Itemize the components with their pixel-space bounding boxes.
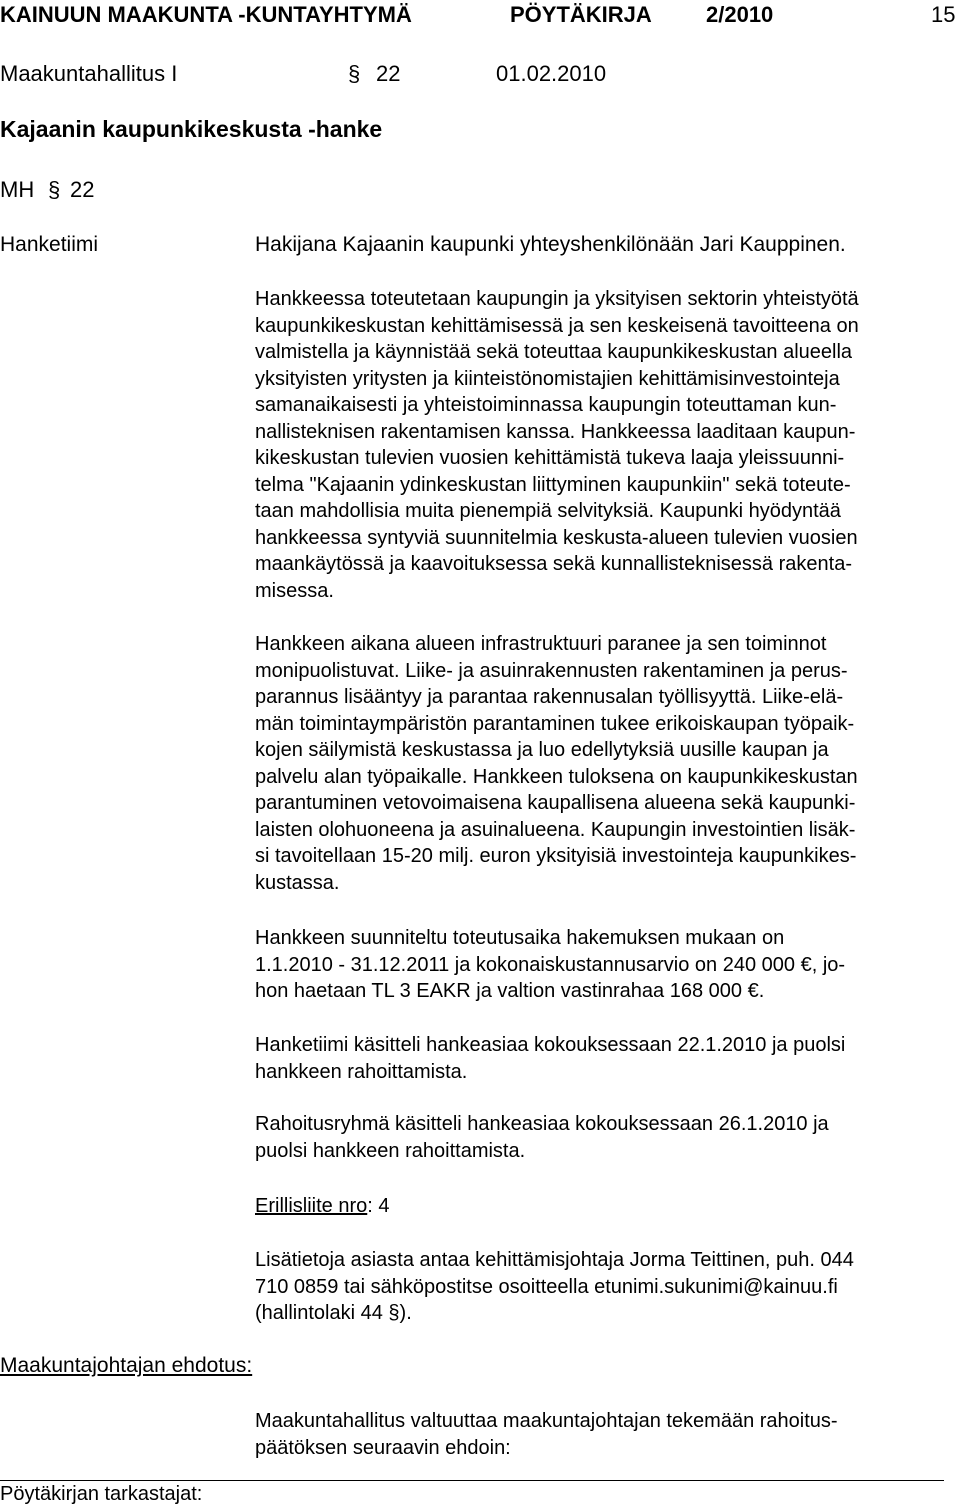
body-name: Maakuntahallitus I xyxy=(0,61,178,86)
text-line: Hakijana Kajaanin kaupunki yhteyshenkilönään Jari Kauppinen. xyxy=(255,233,846,256)
text-line: puolsi hankkeen rahoittamista. xyxy=(255,1139,526,1162)
euro-sign-icon: € xyxy=(747,980,759,1002)
reference-label: MH xyxy=(0,177,35,202)
text-line: kustassa. xyxy=(255,871,340,894)
reference-number: 22 xyxy=(70,177,95,202)
text-line: kojen säilymistä keskustassa ja luo edellytyksiä uusille kaupan ja xyxy=(255,739,829,761)
section-sign-icon: § xyxy=(388,1302,400,1324)
text-line: yksityisten yritysten ja kiinteistönomistajien kehittämisinvestointeja xyxy=(255,367,840,390)
text-line: hankkeen rahoittamista. xyxy=(255,1060,468,1083)
text-line: Hanketiimi käsitteli hankeasiaa kokouksessaan 22.1.2010 ja puolsi xyxy=(255,1034,846,1056)
organization-name: KAINUUN MAAKUNTA -KUNTAYHTYMÄ xyxy=(0,2,412,27)
paragraph-project-effects xyxy=(255,631,960,896)
text-line: päätöksen seuraavin ehdoin: xyxy=(255,1436,511,1459)
text-line: valmistella ja käynnistää sekä toteuttaa kaupunkikeskustan alueella xyxy=(255,341,853,363)
page-number: 15 xyxy=(931,2,956,27)
text-line: Hankkeen aikana alueen infrastruktuuri paranee ja sen toiminnot xyxy=(255,633,827,655)
text-line: Rahoitusryhmä käsitteli hankeasiaa kokouksessaan 26.1.2010 ja xyxy=(255,1113,829,1135)
proposal-text xyxy=(255,1408,960,1461)
attachment-label: Erillisliite nro xyxy=(255,1195,368,1217)
text-line: maankäytössä ja kaavoituksessa sekä kunnallisteknisessä rakenta- xyxy=(255,553,852,575)
footer-label: Pöytäkirjan tarkastajat: xyxy=(0,1483,203,1505)
text-line: hon haetaan TL 3 EAKR ja valtion vastinrahaa 168 000 €. xyxy=(255,980,765,1002)
hanketiimi-text xyxy=(255,232,960,259)
text-line: laisten olohuoneena ja asuinalueena. Kaupungin investointien lisäk- xyxy=(255,818,856,841)
attachment-number: 4 xyxy=(378,1195,390,1217)
text-line: taan mahdollisia muita pienempiä selvityksiä. Kaupunki hyödyntää xyxy=(255,500,841,522)
text-line: Hankkeen suunniteltu toteutusaika hakemuksen mukaan on xyxy=(255,927,785,949)
paragraph-hanketiimi-decision xyxy=(255,1032,960,1085)
euro-sign-icon: € xyxy=(800,953,812,976)
text-line: hankkeessa syntyviä suunnitelmia keskusta-alueen tulevien vuosien xyxy=(255,526,858,549)
text-line: Lisätietoja asiasta antaa kehittämisjohtaja Jorma Teittinen, puh. 044 xyxy=(255,1249,854,1271)
text-line: 710 0859 tai sähköpostitse osoitteella etunimi.sukunimi@kainuu.fi xyxy=(255,1275,838,1298)
section-sign-icon: § xyxy=(48,177,61,202)
text-line: samanaikaisesti ja yhteistoiminnassa kaupungin toteuttaman kun- xyxy=(255,394,837,416)
text-line: parantuminen vetovoimaisena kaupallisena alueena sekä kaupunki- xyxy=(255,792,856,814)
paragraph-project-description xyxy=(255,286,960,604)
paragraph-contact xyxy=(255,1247,960,1327)
text-line: (hallintolaki 44 §). xyxy=(255,1302,412,1324)
page-title: Kajaanin kaupunkikeskusta -hanke xyxy=(0,116,383,142)
text-line: misessa. xyxy=(255,579,334,602)
text-line: monipuolistuvat. Liike- ja asuinrakennusten rakentaminen ja perus- xyxy=(255,659,848,682)
text-line: Maakuntahallitus valtuuttaa maakuntajohtajan tekemään rahoitus- xyxy=(255,1410,838,1432)
text-line: nallisteknisen rakentamisen kanssa. Hankkeessa laaditaan kaupun- xyxy=(255,420,856,443)
text-line: män toimintaympäristön parantaminen tukee erikoiskaupan työpaik- xyxy=(255,712,855,735)
text-line: telma "Kajaanin ydinkeskustan liittyminen kaupunkiin" sekä toteute- xyxy=(255,473,851,496)
paragraph-schedule-budget xyxy=(255,925,960,1005)
text-line: Hankkeessa toteutetaan kaupungin ja yksityisen sektorin yhteistyötä xyxy=(255,288,859,310)
text-line: palvelu alan työpaikalle. Hankkeen tuloksena on kaupunkikeskustan xyxy=(255,765,858,788)
section-number: 22 xyxy=(376,61,401,86)
text-line: kaupunkikeskustan kehittämisessä ja sen keskeisenä tavoitteena on xyxy=(255,314,859,337)
text-line: 1.1.2010 - 31.12.2011 ja kokonaiskustannusarvio on 240 000 €, jo- xyxy=(255,953,846,976)
text-line: si tavoitellaan 15-20 milj. euron yksityisiä investointeja kaupunkikes- xyxy=(255,845,857,867)
text-line: parannus lisääntyy ja parantaa rakennusalan työllisyyttä. Liike-elä- xyxy=(255,686,844,708)
text-line: kikeskustan tulevien vuosien kehittämistä tukeva laaja yleissuunni- xyxy=(255,447,845,469)
document-number: 2/2010 xyxy=(706,2,774,27)
attachment-separator: : xyxy=(367,1195,373,1217)
attachment-reference xyxy=(255,1193,960,1220)
paragraph-rahoitusryhma-decision xyxy=(255,1111,960,1164)
hanketiimi-label: Hanketiimi xyxy=(0,233,99,256)
meeting-date: 01.02.2010 xyxy=(496,61,607,86)
section-sign-icon: § xyxy=(348,61,361,86)
proposal-label: Maakuntajohtajan ehdotus: xyxy=(0,1354,253,1377)
document-type: PÖYTÄKIRJA xyxy=(510,2,652,27)
footer-divider xyxy=(0,1480,944,1481)
